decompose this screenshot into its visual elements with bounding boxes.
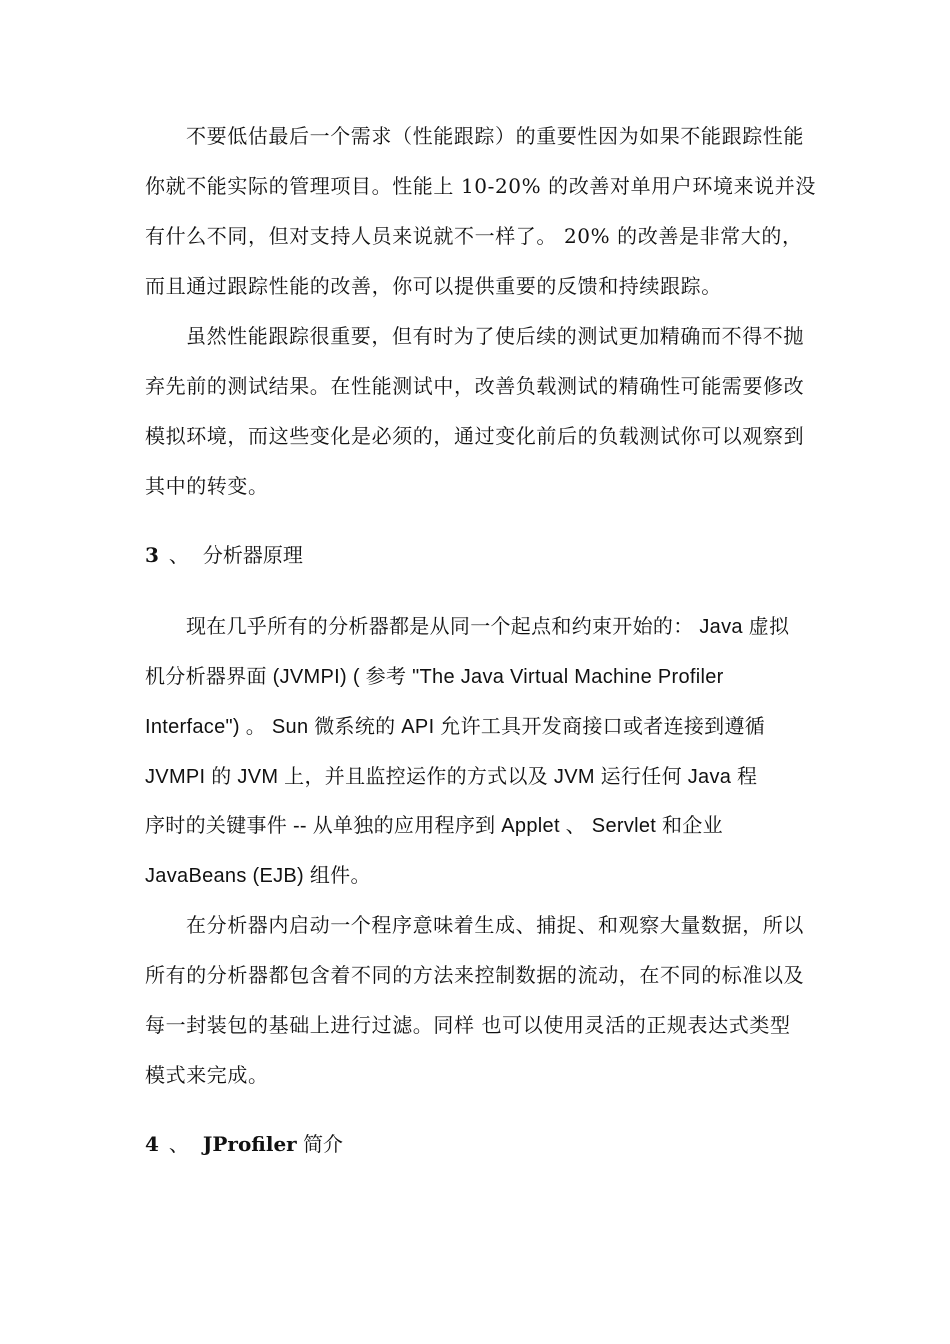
section-title: 分析器原理 bbox=[202, 543, 303, 567]
paragraph-line: 模拟环境，而这些变化是必须的，通过变化前后的负载测试你可以观察到 bbox=[145, 424, 805, 448]
paragraph-line: 每一封装包的基础上进行过滤。同样 也可以使用灵活的正规表达式类型 bbox=[145, 1013, 791, 1037]
section-separator: 、 bbox=[168, 1132, 189, 1156]
section-title-bold: JProfiler bbox=[202, 1132, 297, 1156]
paragraph-line: 模式来完成。 bbox=[145, 1063, 269, 1087]
paragraph-line: 虽然性能跟踪很重要，但有时为了使后续的测试更加精确而不得不抛 bbox=[186, 324, 804, 348]
paragraph-line: 弃先前的测试结果。在性能测试中，改善负载测试的精确性可能需要修改 bbox=[145, 374, 805, 398]
section-separator: 、 bbox=[168, 543, 189, 567]
paragraph-line: 序时的关键事件 -- 从单独的应用程序到 Applet 、 Servlet 和企业 bbox=[145, 815, 723, 837]
paragraph-line: 所有的分析器都包含着不同的方法来控制数据的流动，在不同的标准以及 bbox=[145, 963, 805, 987]
paragraph-line: 机分析器界面 (JVMPI) ( 参考 "The Java Virtual Machine Profiler bbox=[145, 666, 724, 688]
paragraph-line: JVMPI 的 JVM 上，并且监控运作的方式以及 JVM 运行任何 Java 程 bbox=[145, 766, 758, 788]
section-number: 3 bbox=[145, 543, 159, 567]
paragraph-line: 而且通过跟踪性能的改善，你可以提供重要的反馈和持续跟踪。 bbox=[145, 274, 722, 298]
paragraph-line: 有什么不同，但对支持人员来说就不一样了。 20% 的改善是非常大的， bbox=[145, 224, 803, 248]
section-heading-4 bbox=[145, 1130, 343, 1158]
paragraph-line: JavaBeans (EJB) 组件。 bbox=[145, 865, 371, 887]
paragraph-line: 现在几乎所有的分析器都是从同一个起点和约束开始的： Java 虚拟 bbox=[186, 616, 790, 638]
paragraph-line: 不要低估最后一个需求（性能跟踪）的重要性因为如果不能跟踪性能 bbox=[186, 124, 804, 148]
section-title: 简介 bbox=[303, 1132, 344, 1156]
paragraph-line: 你就不能实际的管理项目。性能上 10-20% 的改善对单用户环境来说并没 bbox=[145, 174, 816, 198]
paragraph-line: 在分析器内启动一个程序意味着生成、捕捉、和观察大量数据，所以 bbox=[186, 913, 804, 937]
section-heading-3 bbox=[145, 541, 303, 569]
section-number: 4 bbox=[145, 1132, 159, 1156]
paragraph-line: 其中的转变。 bbox=[145, 474, 269, 498]
paragraph-line: Interface") 。 Sun 微系统的 API 允许工具开发商接口或者连接到遵循 bbox=[145, 716, 766, 738]
